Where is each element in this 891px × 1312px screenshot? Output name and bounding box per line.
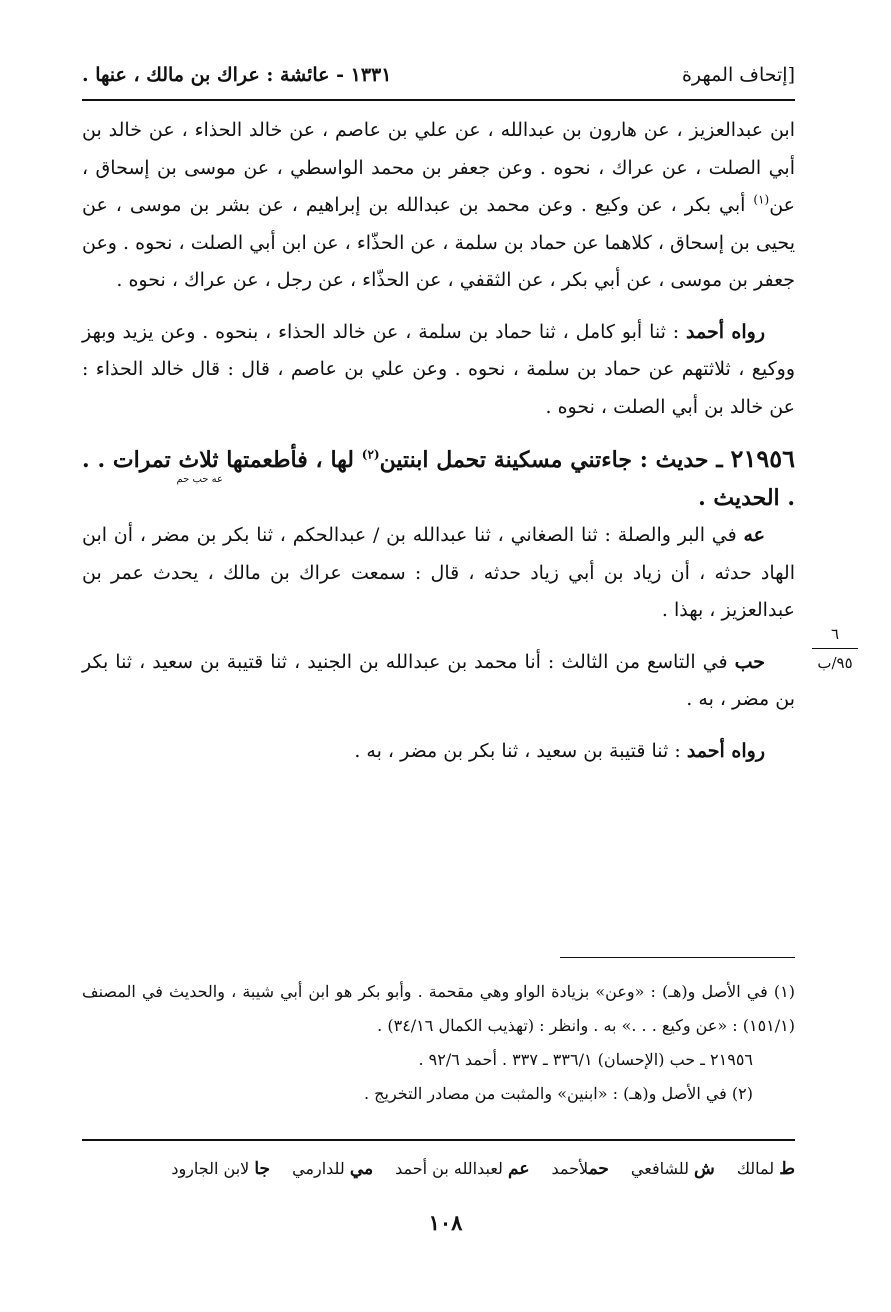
paragraph-ahmad-2	[82, 733, 795, 771]
header-book-title: [إتحاف المهرة	[681, 64, 795, 86]
legend-label: لأحمد	[551, 1159, 589, 1178]
paragraph-text: في البر والصلة : ثنا الصغاني ، ثنا عبدالله بن / عبدالحكم ، ثنا بكر بن مضر ، أن ابن الهاد حدثه ، أن زياد بن أبي زياد حدثه ، قال : سمعت عراك بن مالك ، يحدث عمر بن عبدالعزيز ، بهذا .	[82, 524, 795, 621]
margin-note-top: ٦	[830, 625, 840, 643]
paragraph-chain-rest: أبي بكر ، عن وكيع . وعن محمد بن عبدالله بن إبراهيم ، عن بشر بن موسى ، عن يحيى بن إسحاق ، كلاهما عن حماد بن سلمة ، عن الحذّاء ، عن ابن أبي الصلت ، نحوه . وعن جعفر بن موسى ، عن أبي بكر ، عن الثقفي ، عن الحذّاء ، عن رجل ، عن عراك ، نحوه .	[82, 194, 795, 291]
paragraph-chain-text: ابن عبدالعزيز ، عن هارون بن عبدالله ، عن علي بن عاصم ، عن خالد الحذاء ، عن خالد بن أبي الصلت ، عن عراك ، نحوه . وعن جعفر بن محمد الواسطي ، عن موسى بن إسحاق ، عن	[82, 119, 795, 216]
margin-note-bottom: ٩٥/ب	[817, 654, 853, 672]
legend-item	[631, 1159, 715, 1179]
legend-code: ش	[694, 1159, 715, 1179]
footnote-2: (٢) في الأصل و(هـ) : «ابنين» والمثبت من مصادر التخريج .	[364, 1084, 753, 1103]
legend-code: ط	[779, 1159, 795, 1179]
legend-item	[737, 1159, 795, 1179]
legend-label: للدارمي	[292, 1159, 345, 1178]
paragraph-ahmad-1	[82, 314, 795, 427]
hadith-sigla: عه حب حم	[176, 474, 223, 485]
legend-code: مي	[349, 1159, 374, 1179]
paragraph-lead: رواه أحمد	[686, 320, 765, 343]
paragraph-lead: عه	[743, 524, 765, 546]
paragraph-lead: رواه أحمد	[686, 739, 765, 762]
legend-label: لمالك	[736, 1159, 775, 1178]
paragraph-lead: حب	[734, 650, 765, 673]
margin-manuscript-ref	[805, 624, 865, 673]
hadith-title-part1: ـ حديث : جاءتني مسكينة تحمل ابنتين	[379, 447, 731, 473]
paragraph-hb	[82, 644, 795, 719]
footnotes	[82, 975, 795, 1111]
legend-code: عم	[508, 1159, 530, 1179]
footnote-ref-2: (٢)	[361, 447, 380, 462]
legend-rule	[82, 1139, 795, 1141]
footnote-takhrij: ٢١٩٥٦ ـ حب (الإحسان) ٣٣٦/١ ـ ٣٣٧ . أحمد ٩٢/٦ .	[418, 1050, 753, 1069]
legend-item	[551, 1159, 608, 1179]
hadith-title-part2: لها ، فأطعمتها ثلاث تمرات . . . الحديث .	[82, 447, 795, 511]
footnote-1: (١) في الأصل و(هـ) : «وعن» بزيادة الواو وهي مقحمة . وأبو بكر هو ابن أبي شيبة ، والحديث في المصنف (١٥١/١) : «عن وكيع . . .» به . وانظر : (تهذيب الكمال ٣٤/١٦) .	[82, 982, 795, 1035]
legend-item	[395, 1159, 529, 1179]
header-rule	[82, 99, 795, 101]
legend-label: لعبدالله بن أحمد	[395, 1159, 503, 1178]
legend-code: جا	[254, 1159, 271, 1179]
legend-label: للشافعي	[630, 1159, 689, 1178]
main-text	[82, 112, 795, 784]
legend-item	[292, 1159, 373, 1179]
margin-note-rule	[812, 648, 858, 649]
legend-item	[171, 1159, 270, 1179]
running-header	[82, 58, 795, 92]
paragraph-ah	[82, 517, 795, 630]
paragraph-chain	[82, 112, 795, 300]
footnote-separator	[560, 957, 795, 958]
page-number: ١٠٨	[428, 1210, 463, 1235]
sigla-legend	[82, 1152, 795, 1186]
legend-label: لابن الجارود	[171, 1159, 250, 1178]
footnote-ref-1: (١)	[753, 192, 770, 207]
paragraph-text: في التاسع من الثالث : أنا محمد بن عبدالله بن الجنيد ، ثنا قتيبة بن سعيد ، ثنا بكر بن مضر ، به .	[82, 650, 795, 710]
hadith-number: ٢١٩٥٦	[730, 444, 795, 473]
paragraph-text: : ثنا قتيبة بن سعيد ، ثنا بكر بن مضر ، به .	[354, 739, 687, 762]
paragraph-text: : ثنا أبو كامل ، ثنا حماد بن سلمة ، عن خالد الحذاء ، بنحوه . وعن يزيد وبهز ووكيع ، ثلاثتهم عن حماد بن سلمة ، نحوه . وعن علي بن عاصم ، قال : قال خالد الحذاء : عن خالد بن أبي الصلت ، نحوه .	[82, 320, 795, 418]
header-chapter-title: ١٣٣١ - عائشة : عراك بن مالك ، عنها .	[82, 64, 392, 86]
legend-code: حم	[588, 1159, 609, 1179]
